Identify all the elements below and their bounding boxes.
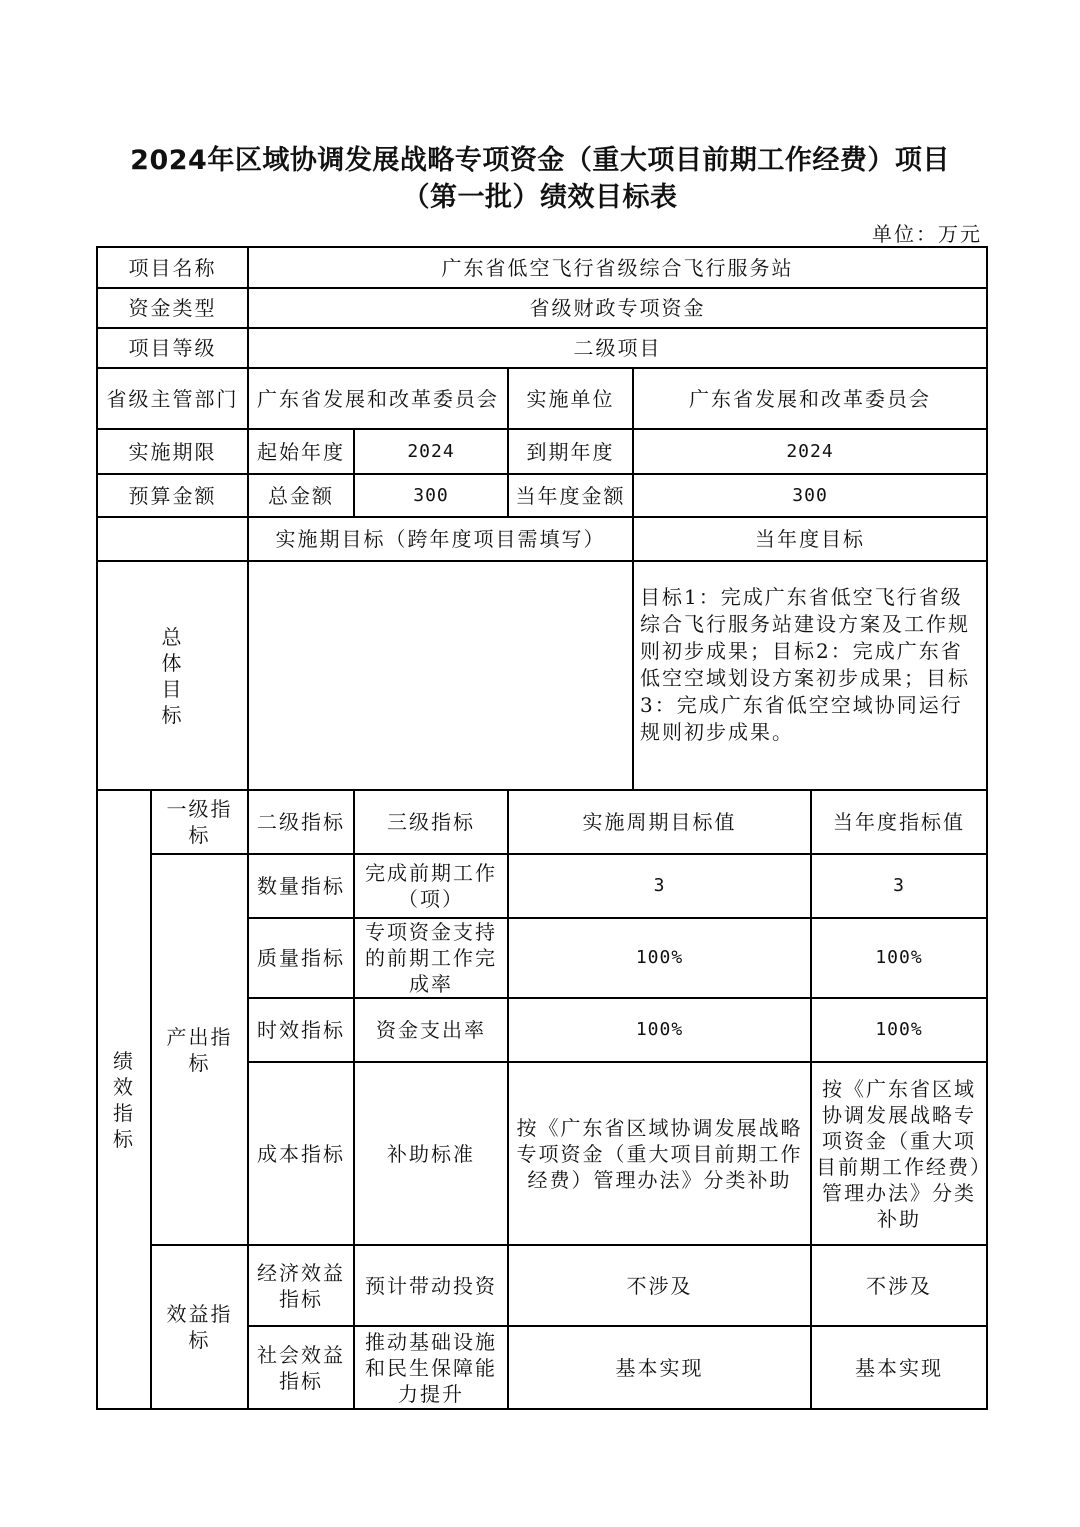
current-target-cell: 按《广东省区域协调发展战略专项资金（重大项目前期工作经费）管理办法》分类补助 — [811, 1062, 987, 1245]
table-row — [97, 1245, 987, 1326]
period-target-cell: 100% — [508, 918, 811, 998]
level3-cell: 资金支出率 — [354, 998, 508, 1062]
table-row — [97, 854, 987, 918]
period-target-cell: 基本实现 — [508, 1326, 811, 1409]
total-amount-label: 总金额 — [248, 474, 354, 517]
current-goal-header: 当年度目标 — [633, 517, 987, 561]
current-amount-label: 当年度金额 — [508, 474, 633, 517]
end-year-value: 2024 — [633, 429, 987, 474]
row-project-level — [97, 328, 987, 368]
performance-indicator-label: 绩效指标 — [97, 790, 151, 1409]
start-year-label: 起始年度 — [248, 429, 354, 474]
row-project-name — [97, 247, 987, 288]
dept-value: 广东省发展和改革委员会 — [248, 368, 508, 429]
performance-goal-table — [96, 246, 988, 1410]
level3-cell: 完成前期工作（项） — [354, 854, 508, 918]
row-fund-type — [97, 288, 987, 328]
row-indicator-headers — [97, 790, 987, 854]
period-target-cell: 100% — [508, 998, 811, 1062]
fund-type-label: 资金类型 — [97, 288, 248, 328]
level2-header: 二级指标 — [248, 790, 354, 854]
level2-cell: 质量指标 — [248, 918, 354, 998]
current-target-cell: 3 — [811, 854, 987, 918]
level3-cell: 推动基础设施和民生保障能力提升 — [354, 1326, 508, 1409]
period-target-cell: 不涉及 — [508, 1245, 811, 1326]
period-goal-text — [248, 561, 633, 790]
period-goal-header: 实施期目标（跨年度项目需填写） — [248, 517, 633, 561]
current-target-cell: 不涉及 — [811, 1245, 987, 1326]
current-goal-text: 目标1：完成广东省低空飞行省级综合飞行服务站建设方案及工作规则初步成果；目标2：完成广东省低空空域划设方案初步成果；目标3：完成广东省低空空域协同运行规则初步成果。 — [633, 561, 987, 790]
row-goal-headers — [97, 517, 987, 561]
level2-cell: 成本指标 — [248, 1062, 354, 1245]
period-target-header: 实施周期目标值 — [508, 790, 811, 854]
goal-header-blank — [97, 517, 248, 561]
document-title-line2: （第一批）绩效目标表 — [402, 182, 678, 213]
output-indicator-label: 产出指标 — [151, 854, 248, 1245]
level3-header: 三级指标 — [354, 790, 508, 854]
project-name-value: 广东省低空飞行省级综合飞行服务站 — [248, 247, 987, 288]
overall-goal-label: 总体目标 — [97, 561, 248, 790]
level2-cell: 社会效益指标 — [248, 1326, 354, 1409]
current-amount-value: 300 — [633, 474, 987, 517]
level3-cell: 补助标准 — [354, 1062, 508, 1245]
row-overall-goal — [97, 561, 987, 790]
period-target-cell: 3 — [508, 854, 811, 918]
row-period — [97, 429, 987, 474]
budget-label: 预算金额 — [97, 474, 248, 517]
fund-type-value: 省级财政专项资金 — [248, 288, 987, 328]
impl-unit-value: 广东省发展和改革委员会 — [633, 368, 987, 429]
benefit-indicator-label: 效益指标 — [151, 1245, 248, 1409]
period-target-cell: 按《广东省区域协调发展战略专项资金（重大项目前期工作经费）管理办法》分类补助 — [508, 1062, 811, 1245]
row-department — [97, 368, 987, 429]
current-target-cell: 基本实现 — [811, 1326, 987, 1409]
start-year-value: 2024 — [354, 429, 508, 474]
project-level-label: 项目等级 — [97, 328, 248, 368]
project-name-label: 项目名称 — [97, 247, 248, 288]
unit-label: 单位：万元 — [872, 222, 982, 246]
impl-unit-label: 实施单位 — [508, 368, 633, 429]
period-label: 实施期限 — [97, 429, 248, 474]
level2-cell: 数量指标 — [248, 854, 354, 918]
total-amount-value: 300 — [354, 474, 508, 517]
project-level-value: 二级项目 — [248, 328, 987, 368]
level2-cell: 经济效益指标 — [248, 1245, 354, 1326]
end-year-label: 到期年度 — [508, 429, 633, 474]
current-target-header: 当年度指标值 — [811, 790, 987, 854]
level2-cell: 时效指标 — [248, 998, 354, 1062]
level3-cell: 预计带动投资 — [354, 1245, 508, 1326]
current-target-cell: 100% — [811, 918, 987, 998]
current-target-cell: 100% — [811, 998, 987, 1062]
document-title-line1: 2024年区域协调发展战略专项资金（重大项目前期工作经费）项目 — [130, 145, 950, 176]
level3-cell: 专项资金支持的前期工作完成率 — [354, 918, 508, 998]
dept-label: 省级主管部门 — [97, 368, 248, 429]
level1-header: 一级指标 — [151, 790, 248, 854]
row-budget — [97, 474, 987, 517]
